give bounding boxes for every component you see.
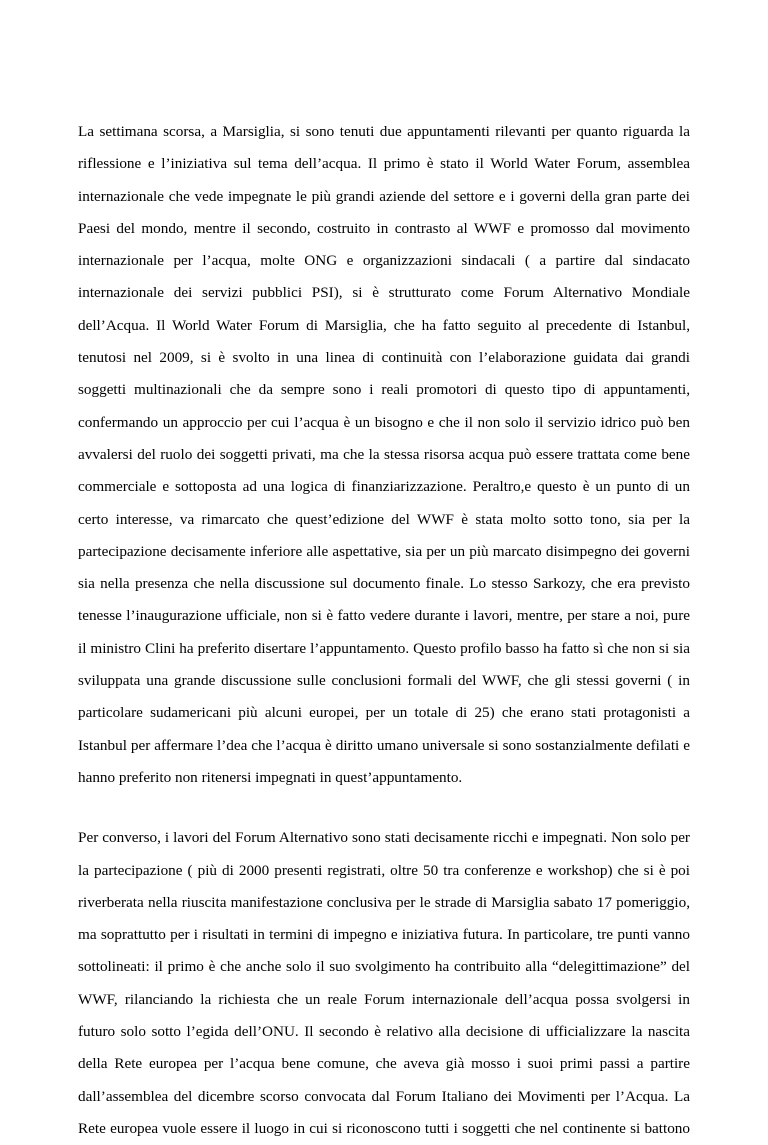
paragraph-spacer [78, 794, 690, 822]
text-line: internazionale dei servizi pubblici PSI), si è strutturato come Forum Alternativo Mondiale [78, 284, 690, 302]
text-line: tenutosi nel 2009, si è svolto in una linea di continuità con l’elaborazione guidata dai grandi [78, 349, 690, 367]
text-line: riverberata nella riuscita manifestazione conclusiva per le strade di Marsiglia sabato 17 pomeriggio, [78, 893, 690, 911]
text-line: Per converso, i lavori del Forum Alternativo sono stati decisamente ricchi e impegnati. Non solo per [78, 829, 690, 847]
document-page [78, 116, 690, 1145]
paragraph-2 [78, 822, 690, 1145]
text-line: dell’Acqua. Il World Water Forum di Marsiglia, che ha fatto seguito al precedente di Istanbul, [78, 316, 690, 334]
text-line: partecipazione decisamente inferiore alle aspettative, sia per un più marcato disimpegno dei governi [78, 542, 690, 560]
text-line: La settimana scorsa, a Marsiglia, si sono tenuti due appuntamenti rilevanti per quanto riguarda la [78, 123, 690, 140]
text-line: commerciale e sottoposta ad una logica di finanziarizzazione. Peraltro,e questo è un punto di un [78, 478, 690, 496]
text-line: avvalersi del ruolo dei soggetti privati, ma che la stessa risorsa acqua può essere trattata come bene [78, 445, 690, 463]
text-line: sia nella presenza che nella discussione sul documento finale. Lo stesso Sarkozy, che era previsto [78, 575, 690, 593]
text-line: sviluppata una grande discussione sulle conclusioni formali del WWF, che gli stessi governi ( in [78, 672, 690, 690]
text-line: confermando un approccio per cui l’acqua è un bisogno e che il non solo il servizio idrico può ben [78, 413, 690, 431]
text-line: ma soprattutto per i risultati in termini di impegno e iniziativa futura. In particolare, tre punti vanno [78, 926, 690, 944]
text-line: soggetti multinazionali che da sempre sono i reali promotori di questo tipo di appuntamenti, [78, 381, 690, 399]
text-line: il ministro Clini ha preferito disertare l’appuntamento. Questo profilo basso ha fatto sì che non si sia [78, 639, 690, 657]
text-line: internazionale per l’acqua, molte ONG e organizzazioni sindacali ( a partire dal sindacato [78, 252, 690, 270]
text-line: Paesi del mondo, mentre il secondo, costruito in contrasto al WWF e promosso dal movimento [78, 219, 690, 237]
text-line: della Rete europea per l’acqua bene comune, che aveva già mosso i suoi primi passi a partire [78, 1055, 690, 1073]
text-line: dall’assemblea del dicembre scorso convocata dal Forum Italiano dei Movimenti per l’Acqua. La [78, 1087, 690, 1105]
text-line: sottolineati: il primo è che anche solo il suo svolgimento ha contribuito alla “delegittimazione” del [78, 958, 690, 976]
text-line: Rete europea vuole essere il luogo in cui si riconoscono tutti i soggetti che nel continente si battono [78, 1119, 690, 1137]
text-line: Istanbul per affermare l’dea che l’acqua è diritto umano universale si sono sostanzialmente defilati e [78, 736, 690, 754]
text-line: hanno preferito non ritenersi impegnati in quest’appuntamento. [78, 768, 463, 786]
text-line: WWF, rilanciando la richiesta che un reale Forum internazionale dell’acqua possa svolgersi in [78, 990, 690, 1008]
text-line: internazionale che vede impegnate le più grandi aziende del settore e i governi della gran parte dei [78, 187, 690, 205]
text-line: la partecipazione ( più di 2000 presenti registrati, oltre 50 tra conferenze e workshop) che si è poi [78, 861, 690, 879]
text-line: futuro solo sotto l’egida dell’ONU. Il secondo è relativo alla decisione di ufficializzare la nascita [78, 1023, 690, 1041]
text-line: riflessione e l’iniziativa sul tema dell’acqua. Il primo è stato il World Water Forum, assemblea [78, 155, 690, 173]
paragraph-1 [78, 116, 690, 794]
text-line: tenesse l’inaugurazione ufficiale, non si è fatto vedere durante i lavori, mentre, per stare a noi, pure [78, 607, 690, 625]
text-line: particolare sudamericani più alcuni europei, per un totale di 25) che erano stati protagonisti a [78, 704, 690, 722]
text-line: certo interesse, va rimarcato che quest’edizione del WWF è stata molto sotto tono, sia per la [78, 510, 690, 528]
